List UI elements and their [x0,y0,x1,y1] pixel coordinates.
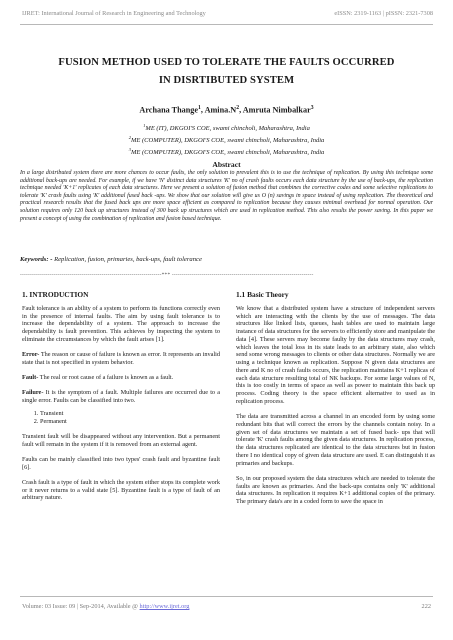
list-item: 1. Transient [40,410,220,418]
title-line-1: FUSION METHOD USED TO TOLERATE THE FAULTS OCCURRED [58,57,395,68]
paragraph: Faults can be mainly classified into two types' crash fault and byzantine fault [6]. [22,455,220,471]
section-heading-basic-theory: 1.1 Basic Theory [236,290,289,299]
journal-name: IJRET: International Journal of Research in Engineering and Technology [22,10,206,17]
title-line-2: IN DISRTIBUTED SYSTEM [158,75,295,86]
definition-fault: Fault- The real or root cause of a failure is known as a fault. [22,374,174,381]
author-list: Archana Thange$^1$, $Amina.N^2$, Amruta Nimbalkar$^3$ [139,105,314,115]
footer-divider [20,596,433,597]
keywords-text: Replication, fusion, primaries, back-ups, fault tolerance [54,256,202,263]
paragraph: The data are transmitted across a channel in an encoded form by using some redundant bits that will correct the errors by the channels contain noisy. In a given set of data structures we maintain a set of fused back- ups that will tolerate 'K' crash faults among the given data structures. In replication process, the data structures replicated are identical to the data structures but in fusion there I no identical copy of given data structure are used. E can distinguish it as primaries and backups. [236,413,435,467]
header-divider [20,24,433,25]
issn-text: eISSN: 2319-1163 | pISSN: 2321-7308 [334,10,433,17]
author-name: Amruta Nimbalkar [242,105,311,115]
journal-header [22,10,433,22]
paper-title [30,54,423,90]
paragraph: We know that a distributed system have a structure of independent servers which are interacting with the clients by the use of messages. The data structures like linked lists, queues, hash tables are used to maintain large instance of data structures for the servers to efficiently store and manipulate the data [4]. These servers may become faulty by the data structures may crash, which leaves the total loss in its state leads to an arbitrary state, also which send some wrong messages to clients or other data structures. Normally we are using a technique known as replication. Suppose N given data structures are there and K no of crash faults occurs, the replication maintains K+1 replicas of each data structure resulting total of NK backups. For some large values of N, this is too costly in terms of space as well as power to maintain this back up process. Coding theory is the space efficient alternative to used as in replication process. [236,304,435,405]
page-number: 222 [421,603,431,610]
section-heading-introduction: 1. INTRODUCTION [22,290,89,299]
keywords-label: Keywords: - [20,256,53,263]
paragraph: So, in our proposed system the data structures which are needed to tolerate the faults are known as primaries. And the back-ups contains only 'K' additional data structures. In replication it requires K+1 additional copies of the primary. The primary data's are in a coded form to save the space in [236,474,435,505]
definition-failure: Failure- It is the symptom of a fault. Multiple failures are occurred due to a single error. Faults can be classified into two. [22,389,220,404]
paragraph: Fault tolerance is an ability of a system to perform its functions correctly even in the presence of internal faults. The aim by using fault tolerance is to increase the dependability of a system. The approach to increase the dependability is fault prevention. This achieves by inspecting the system to eliminate the circumstances by which the fault arises [1]. [22,304,220,343]
list-item: 2. Permanent [40,418,220,426]
journal-link[interactable]: http://www.ijret.org [139,603,190,610]
right-column [236,291,435,513]
definition-error: Error- The reason or cause of failure is known as error. It represents an invalid state that is not specified in system behavior. [22,351,220,366]
affiliation-line: $^2$ME (COMPUTER), DKGOI'S COE, swami chincholi, Maharashtra, India [128,134,325,144]
author-name: Amina.N [204,105,237,115]
affiliation-line: $^1$ME (IT), DKGOI'S COE, swami chincholi, Maharashtra, India [143,123,310,133]
abstract-text: In a large distributed system there are more chances to occur faults, the only solution to prevalent this is to use the technique of replication. By using this technique some additional back-ups are needed. For example, if we have 'N' distinct data structures 'K' no of crash faults occurs each data structure by the use of back-ups, the replication technique needed 'K+1' replicates of each data structures. Here we present a solution of fusion method that combines the corrective codes and some selective replications to tolerate 'K' crash faults using 'K' additional fused back -ups. We show that our solution will give us O (n) savings in space instead of using replication. The theoretical and practical research results that the fused back ups are more space efficient as compared to replication because they causes minimal overhead for normal operation. Our solution requires only 120 back up structures instead of 300 back up structures which are used in replication method. This also results the power saving. In this paper we present a concept of using the combination of replication and fusion based technique. [20,170,433,222]
keywords [20,256,433,263]
section-separator: -----------------------------------------------------------------------*** ----------------------------------------------------------------------- [20,272,314,278]
abstract-heading: Abstract [212,160,241,169]
page-footer [22,603,431,610]
footer-volume: Volume: 03 Issue: 09 | Sep-2014, Available @ http://www.ijret.org [22,603,190,610]
paragraph: Transient fault will be disappeared without any intervention. But a permanent fault will remain in the system if it is removed from an external agent. [22,432,220,448]
affiliations [0,122,453,157]
author-name: Archana Thange [139,105,199,115]
fault-type-list [22,410,220,426]
left-column [22,291,220,510]
paragraph: Crash fault is a type of fault in which the system either stops its complete work or it never returns to a valid state [5]. Byzantine fault is a type of fault of an arbitrary nature. [22,478,220,502]
affiliation-line: $^3$ME (COMPUTER), DKGOI'S COE, swami chincholi, Maharashtra, India [128,146,325,156]
